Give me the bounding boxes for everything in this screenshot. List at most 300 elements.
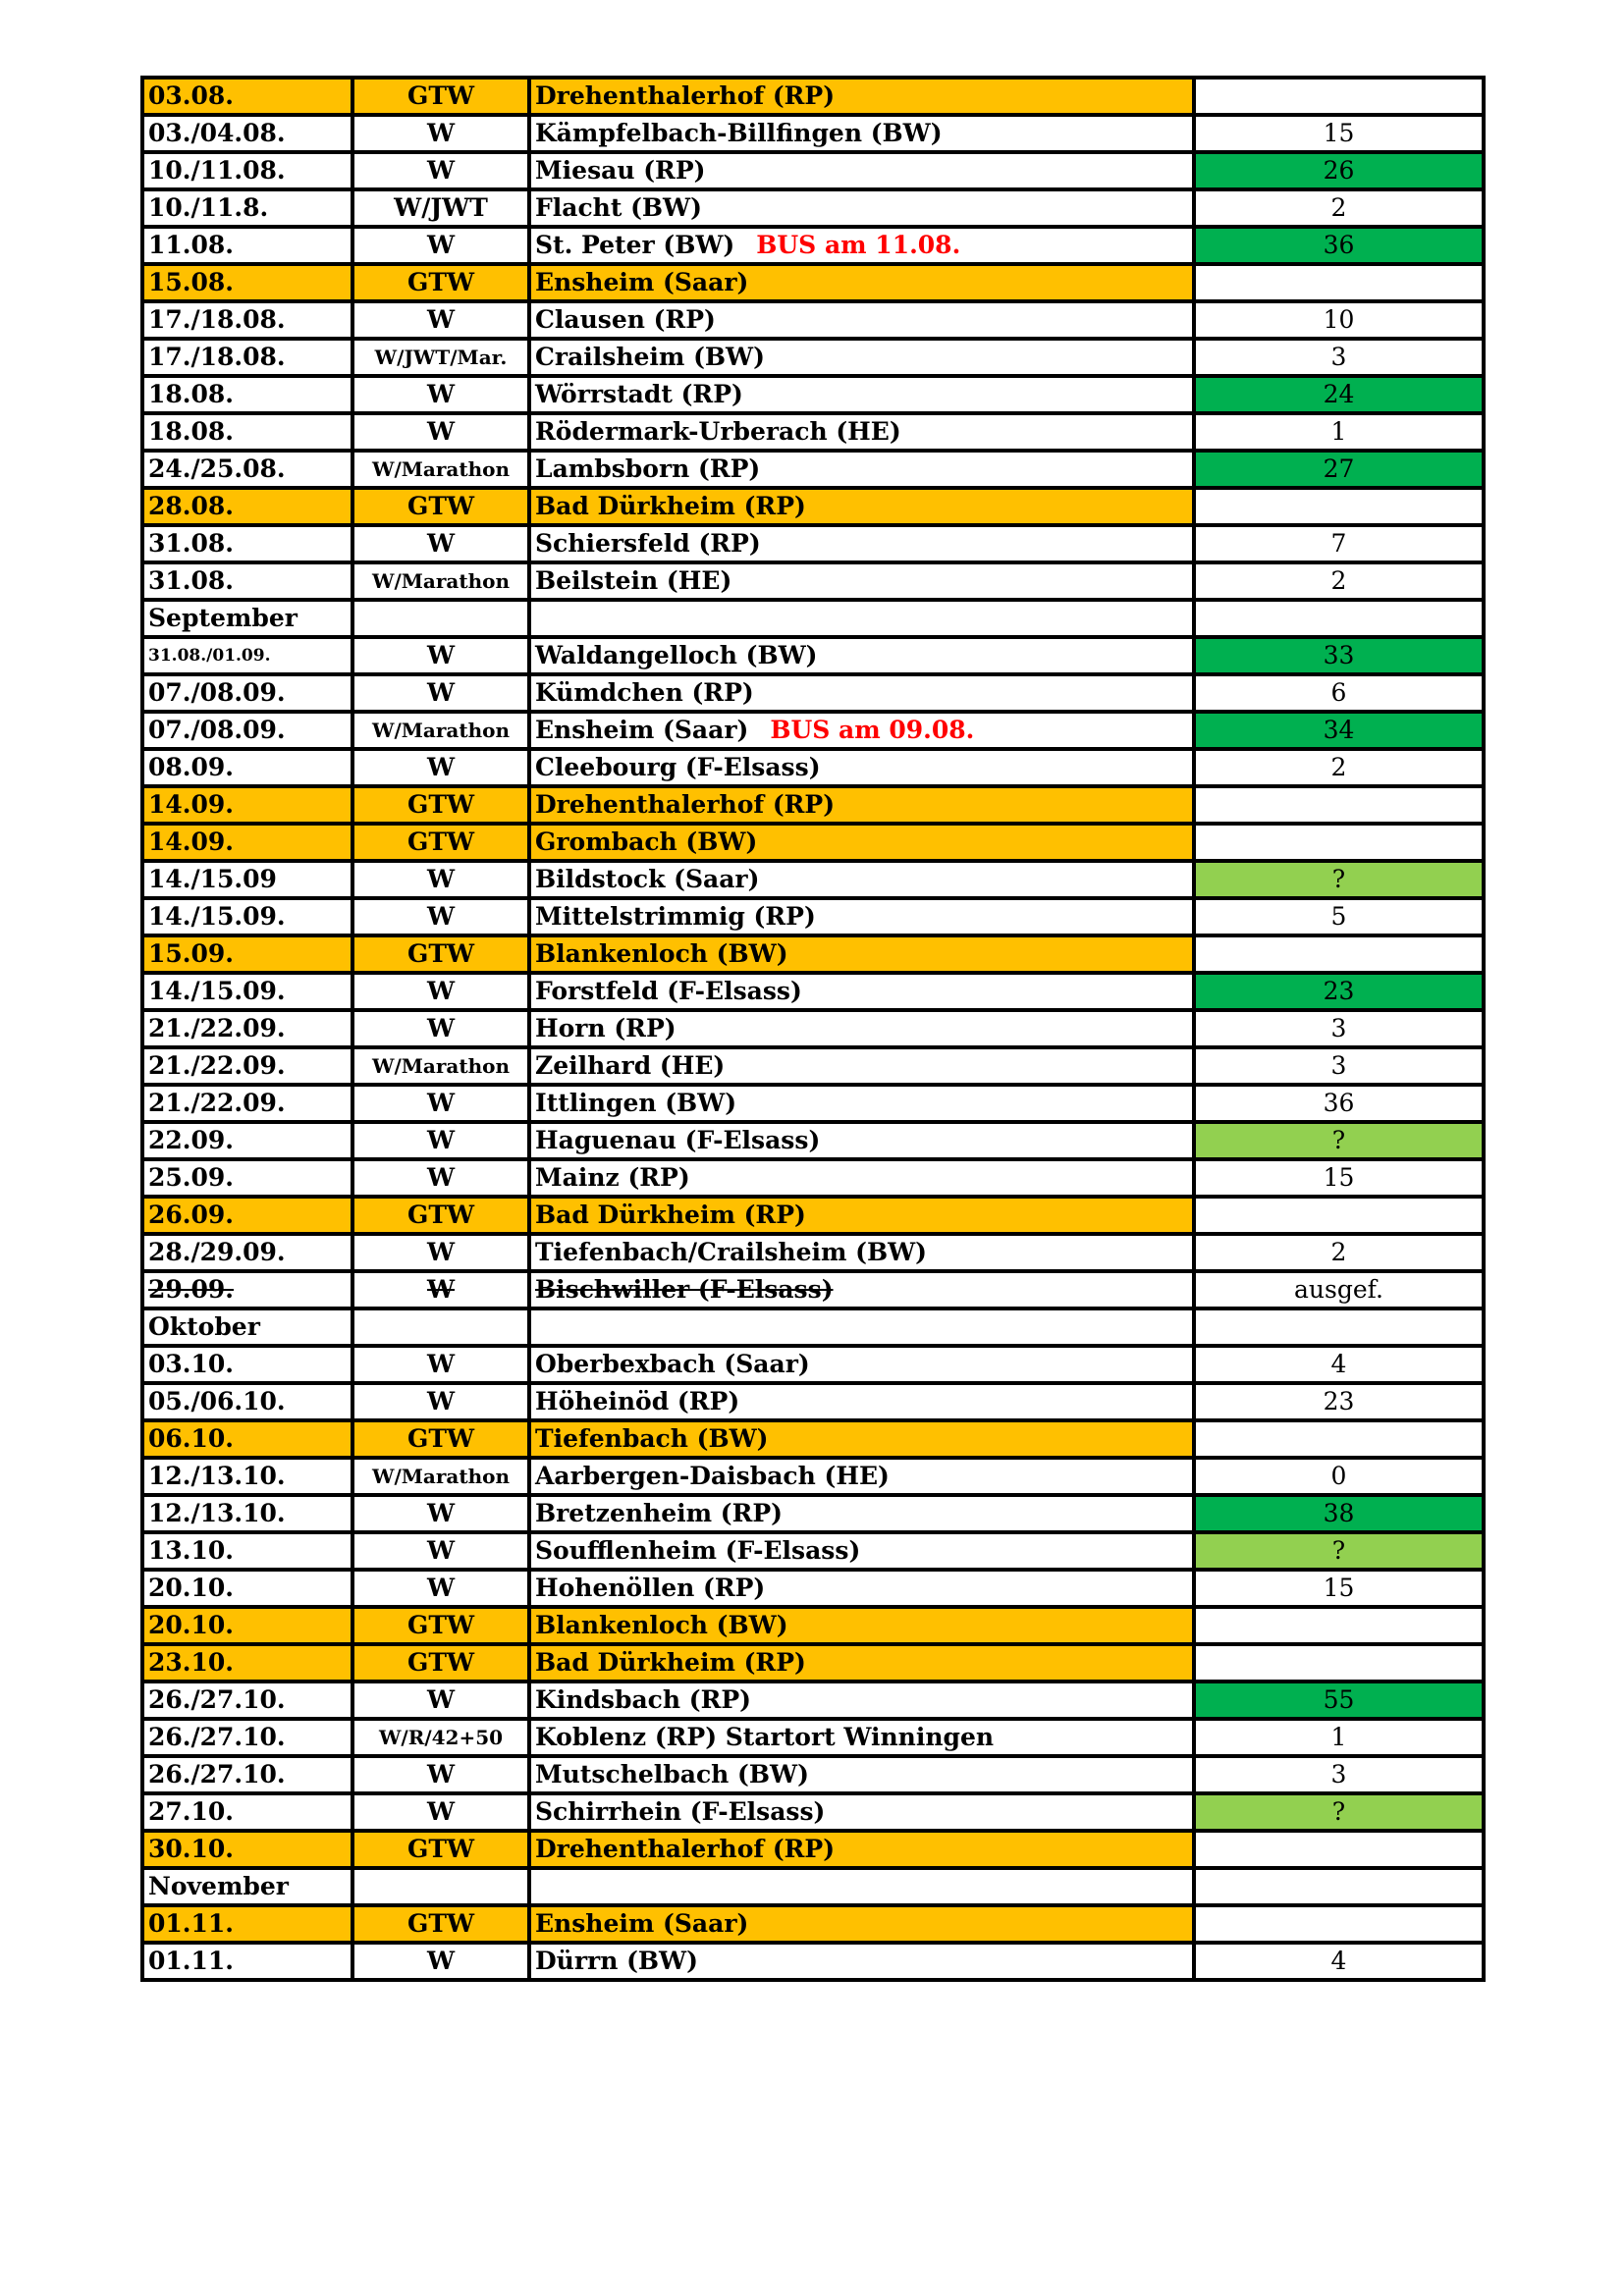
table-row	[142, 1234, 1484, 1271]
location-name: Ensheim (Saar)	[535, 716, 749, 744]
participant-count-cell: 5	[1194, 898, 1484, 935]
table-row-gtw	[142, 1420, 1484, 1458]
location-name: Koblenz (RP) Startort Winningen	[535, 1723, 995, 1751]
location-cell	[529, 1831, 1194, 1868]
participant-count-cell: 6	[1194, 674, 1484, 712]
participant-count-cell	[1194, 488, 1484, 525]
participant-count-cell	[1194, 935, 1484, 973]
date-cell: 26./27.10.	[142, 1719, 352, 1756]
participant-count-cell: 36	[1194, 227, 1484, 264]
participant-count-cell: 2	[1194, 1234, 1484, 1271]
location-name: Miesau (RP)	[535, 156, 706, 185]
location-cell	[529, 1010, 1194, 1047]
location-name: Oberbexbach (Saar)	[535, 1350, 810, 1378]
location-cell	[529, 1159, 1194, 1197]
location-cell	[529, 1122, 1194, 1159]
type-cell: W	[352, 749, 529, 786]
bus-note: BUS am 09.08.	[770, 716, 975, 744]
location-name: Hohenöllen (RP)	[535, 1574, 766, 1602]
type-cell: W/Marathon	[352, 1458, 529, 1495]
participant-count-cell: 4	[1194, 1943, 1484, 1980]
date-cell: 07./08.09.	[142, 674, 352, 712]
location-name: Blankenloch (BW)	[535, 1611, 788, 1639]
table-row	[142, 376, 1484, 413]
location-cell	[529, 1719, 1194, 1756]
type-cell: W/Marathon	[352, 451, 529, 488]
location-cell	[529, 1197, 1194, 1234]
type-cell: W	[352, 1532, 529, 1570]
participant-count-cell: 1	[1194, 1719, 1484, 1756]
participant-count-cell	[1194, 1831, 1484, 1868]
date-cell: 17./18.08.	[142, 339, 352, 376]
participant-count-cell: 0	[1194, 1458, 1484, 1495]
date-cell: 27.10.	[142, 1793, 352, 1831]
location-cell	[529, 1943, 1194, 1980]
date-cell: 06.10.	[142, 1420, 352, 1458]
location-cell	[529, 488, 1194, 525]
type-cell: W	[352, 1085, 529, 1122]
event-schedule-table	[140, 76, 1486, 1982]
location-name: Mittelstrimmig (RP)	[535, 902, 816, 931]
date-cell: 10./11.8.	[142, 189, 352, 227]
participant-count-cell	[1194, 600, 1484, 637]
location-cell	[529, 1383, 1194, 1420]
location-cell	[529, 227, 1194, 264]
location-cell	[529, 1495, 1194, 1532]
table-row	[142, 898, 1484, 935]
location-name: Soufflenheim (F-Elsass)	[535, 1536, 861, 1565]
type-cell: GTW	[352, 488, 529, 525]
type-cell: W/Marathon	[352, 712, 529, 749]
location-cell	[529, 301, 1194, 339]
date-cell: 23.10.	[142, 1644, 352, 1682]
type-cell: W	[352, 1943, 529, 1980]
type-cell: W	[352, 674, 529, 712]
date-cell: 07./08.09.	[142, 712, 352, 749]
location-cell	[529, 1570, 1194, 1607]
date-cell: 26.09.	[142, 1197, 352, 1234]
type-cell: W	[352, 152, 529, 189]
type-cell: GTW	[352, 935, 529, 973]
date-cell: 17./18.08.	[142, 301, 352, 339]
location-name: Bad Dürkheim (RP)	[535, 1648, 806, 1677]
table-row	[142, 749, 1484, 786]
table-row	[142, 1943, 1484, 1980]
location-name: Lambsborn (RP)	[535, 454, 761, 483]
participant-count-cell: ?	[1194, 861, 1484, 898]
date-cell: 31.08./01.09.	[142, 637, 352, 674]
date-cell: 14./15.09	[142, 861, 352, 898]
type-cell: W	[352, 525, 529, 562]
location-cell	[529, 1420, 1194, 1458]
table-row	[142, 674, 1484, 712]
table-row-gtw	[142, 1644, 1484, 1682]
type-cell: W/Marathon	[352, 562, 529, 600]
participant-count-cell: 26	[1194, 152, 1484, 189]
location-name: Horn (RP)	[535, 1014, 677, 1042]
type-cell: GTW	[352, 1905, 529, 1943]
date-cell: September	[142, 600, 352, 637]
type-cell: W	[352, 413, 529, 451]
participant-count-cell	[1194, 1607, 1484, 1644]
location-name: Drehenthalerhof (RP)	[535, 81, 836, 110]
type-cell: W	[352, 376, 529, 413]
participant-count-cell: 4	[1194, 1346, 1484, 1383]
table-row	[142, 1010, 1484, 1047]
type-cell	[352, 1308, 529, 1346]
location-cell	[529, 189, 1194, 227]
type-cell: W	[352, 1682, 529, 1719]
participant-count-cell	[1194, 1308, 1484, 1346]
participant-count-cell: 15	[1194, 1159, 1484, 1197]
date-cell: 22.09.	[142, 1122, 352, 1159]
table-row	[142, 1122, 1484, 1159]
table-row-gtw	[142, 1831, 1484, 1868]
table-row	[142, 525, 1484, 562]
location-name: Ensheim (Saar)	[535, 1909, 749, 1938]
table-row	[142, 562, 1484, 600]
table-row	[142, 1383, 1484, 1420]
participant-count-cell	[1194, 1905, 1484, 1943]
participant-count-cell	[1194, 786, 1484, 824]
location-name: Höheinöd (RP)	[535, 1387, 740, 1415]
type-cell: GTW	[352, 264, 529, 301]
table-row	[142, 1532, 1484, 1570]
table-row	[142, 637, 1484, 674]
date-cell: 01.11.	[142, 1943, 352, 1980]
table-row	[142, 973, 1484, 1010]
location-name: St. Peter (BW)	[535, 231, 735, 259]
type-cell: GTW	[352, 824, 529, 861]
table-row-gtw	[142, 786, 1484, 824]
participant-count-cell: 10	[1194, 301, 1484, 339]
participant-count-cell	[1194, 264, 1484, 301]
date-cell: 31.08.	[142, 525, 352, 562]
table-row	[142, 451, 1484, 488]
location-cell	[529, 1793, 1194, 1831]
location-cell	[529, 525, 1194, 562]
date-cell: 21./22.09.	[142, 1010, 352, 1047]
type-cell: W	[352, 1495, 529, 1532]
location-name: Beilstein (HE)	[535, 566, 732, 595]
location-name: Bischwiller (F-Elsass)	[535, 1275, 834, 1304]
location-name: Ensheim (Saar)	[535, 268, 749, 296]
table-row	[142, 1159, 1484, 1197]
table-row-gtw	[142, 935, 1484, 973]
table-row	[142, 152, 1484, 189]
date-cell: 28.08.	[142, 488, 352, 525]
participant-count-cell	[1194, 78, 1484, 115]
date-cell: 24./25.08.	[142, 451, 352, 488]
date-cell: 03.10.	[142, 1346, 352, 1383]
month-header-row	[142, 1868, 1484, 1905]
type-cell: GTW	[352, 1420, 529, 1458]
table-row	[142, 1495, 1484, 1532]
table-row	[142, 712, 1484, 749]
table-row-gtw	[142, 78, 1484, 115]
location-name: Wörrstadt (RP)	[535, 380, 743, 408]
location-cell	[529, 1682, 1194, 1719]
location-cell	[529, 1905, 1194, 1943]
table-row	[142, 301, 1484, 339]
location-cell	[529, 152, 1194, 189]
location-cell	[529, 1346, 1194, 1383]
table-row	[142, 1271, 1484, 1308]
participant-count-cell: ?	[1194, 1122, 1484, 1159]
participant-count-cell	[1194, 1644, 1484, 1682]
date-cell: 30.10.	[142, 1831, 352, 1868]
location-name: Rödermark-Urberach (HE)	[535, 417, 901, 446]
table-row-gtw	[142, 1197, 1484, 1234]
location-name: Blankenloch (BW)	[535, 939, 788, 968]
location-cell	[529, 1868, 1194, 1905]
participant-count-cell: 24	[1194, 376, 1484, 413]
participant-count-cell: 15	[1194, 115, 1484, 152]
type-cell	[352, 600, 529, 637]
location-name: Kümdchen (RP)	[535, 678, 754, 707]
location-name: Crailsheim (BW)	[535, 343, 765, 371]
date-cell: 14.09.	[142, 824, 352, 861]
table-row	[142, 413, 1484, 451]
type-cell: W	[352, 973, 529, 1010]
location-name: Kindsbach (RP)	[535, 1685, 751, 1714]
type-cell: GTW	[352, 78, 529, 115]
location-cell	[529, 1532, 1194, 1570]
location-cell	[529, 1234, 1194, 1271]
location-cell	[529, 935, 1194, 973]
location-name: Clausen (RP)	[535, 305, 716, 334]
date-cell: 25.09.	[142, 1159, 352, 1197]
location-cell	[529, 413, 1194, 451]
date-cell: 31.08.	[142, 562, 352, 600]
date-cell: 10./11.08.	[142, 152, 352, 189]
table-row	[142, 115, 1484, 152]
location-name: Haguenau (F-Elsass)	[535, 1126, 821, 1154]
type-cell: W	[352, 115, 529, 152]
type-cell: W	[352, 861, 529, 898]
event-schedule-body	[142, 78, 1484, 1980]
location-cell	[529, 1047, 1194, 1085]
location-name: Mutschelbach (BW)	[535, 1760, 809, 1789]
location-cell	[529, 562, 1194, 600]
participant-count-cell: 23	[1194, 973, 1484, 1010]
type-cell: W	[352, 1793, 529, 1831]
date-cell: 15.08.	[142, 264, 352, 301]
date-cell: 21./22.09.	[142, 1085, 352, 1122]
date-cell: Oktober	[142, 1308, 352, 1346]
location-cell	[529, 600, 1194, 637]
date-cell: 14./15.09.	[142, 898, 352, 935]
table-row	[142, 1570, 1484, 1607]
location-name: Cleebourg (F-Elsass)	[535, 753, 821, 781]
location-cell	[529, 674, 1194, 712]
participant-count-cell: ausgef.	[1194, 1271, 1484, 1308]
table-row	[142, 1793, 1484, 1831]
participant-count-cell: 3	[1194, 1047, 1484, 1085]
table-row	[142, 227, 1484, 264]
type-cell: W	[352, 227, 529, 264]
participant-count-cell: 27	[1194, 451, 1484, 488]
type-cell: W	[352, 1383, 529, 1420]
table-row	[142, 339, 1484, 376]
date-cell: 12./13.10.	[142, 1458, 352, 1495]
date-cell: 15.09.	[142, 935, 352, 973]
type-cell: W	[352, 1010, 529, 1047]
date-cell: 01.11.	[142, 1905, 352, 1943]
type-cell: GTW	[352, 1607, 529, 1644]
type-cell: W/Marathon	[352, 1047, 529, 1085]
participant-count-cell: 3	[1194, 1010, 1484, 1047]
date-cell: 12./13.10.	[142, 1495, 352, 1532]
location-name: Waldangelloch (BW)	[535, 641, 818, 669]
location-name: Bildstock (Saar)	[535, 865, 760, 893]
participant-count-cell	[1194, 1197, 1484, 1234]
table-row	[142, 1047, 1484, 1085]
participant-count-cell: 36	[1194, 1085, 1484, 1122]
location-name: Bad Dürkheim (RP)	[535, 492, 806, 520]
location-name: Ittlingen (BW)	[535, 1089, 737, 1117]
location-cell	[529, 712, 1194, 749]
location-cell	[529, 637, 1194, 674]
date-cell: November	[142, 1868, 352, 1905]
type-cell: W/JWT	[352, 189, 529, 227]
type-cell	[352, 1868, 529, 1905]
type-cell: GTW	[352, 786, 529, 824]
type-cell: W/R/42+50	[352, 1719, 529, 1756]
location-cell	[529, 1308, 1194, 1346]
date-cell: 18.08.	[142, 413, 352, 451]
location-name: Forstfeld (F-Elsass)	[535, 977, 802, 1005]
location-name: Tiefenbach (BW)	[535, 1424, 769, 1453]
type-cell: W	[352, 1271, 529, 1308]
location-cell	[529, 339, 1194, 376]
location-cell	[529, 376, 1194, 413]
date-cell: 14./15.09.	[142, 973, 352, 1010]
participant-count-cell: 38	[1194, 1495, 1484, 1532]
participant-count-cell	[1194, 1420, 1484, 1458]
participant-count-cell	[1194, 1868, 1484, 1905]
table-row	[142, 1458, 1484, 1495]
table-row	[142, 1719, 1484, 1756]
location-cell	[529, 1271, 1194, 1308]
participant-count-cell: 55	[1194, 1682, 1484, 1719]
date-cell: 08.09.	[142, 749, 352, 786]
location-name: Mainz (RP)	[535, 1163, 690, 1192]
type-cell: W	[352, 898, 529, 935]
location-name: Kämpfelbach-Billfingen (BW)	[535, 119, 943, 147]
type-cell: W	[352, 1234, 529, 1271]
location-cell	[529, 824, 1194, 861]
table-row	[142, 1682, 1484, 1719]
table-row-gtw	[142, 1905, 1484, 1943]
date-cell: 03.08.	[142, 78, 352, 115]
table-row	[142, 1756, 1484, 1793]
date-cell: 11.08.	[142, 227, 352, 264]
month-header-row	[142, 600, 1484, 637]
type-cell: GTW	[352, 1644, 529, 1682]
type-cell: W	[352, 1159, 529, 1197]
location-cell	[529, 1607, 1194, 1644]
table-row	[142, 1346, 1484, 1383]
type-cell: W	[352, 1570, 529, 1607]
location-name: Dürrn (BW)	[535, 1947, 698, 1975]
location-cell	[529, 898, 1194, 935]
type-cell: W/JWT/Mar.	[352, 339, 529, 376]
type-cell: W	[352, 1122, 529, 1159]
table-row-gtw	[142, 264, 1484, 301]
table-row-gtw	[142, 1607, 1484, 1644]
date-cell: 18.08.	[142, 376, 352, 413]
location-name: Aarbergen-Daisbach (HE)	[535, 1462, 890, 1490]
type-cell: W	[352, 1756, 529, 1793]
date-cell: 05./06.10.	[142, 1383, 352, 1420]
date-cell: 21./22.09.	[142, 1047, 352, 1085]
location-cell	[529, 1644, 1194, 1682]
date-cell: 20.10.	[142, 1607, 352, 1644]
type-cell: GTW	[352, 1831, 529, 1868]
date-cell: 14.09.	[142, 786, 352, 824]
location-name: Flacht (BW)	[535, 193, 702, 222]
participant-count-cell	[1194, 824, 1484, 861]
participant-count-cell: 33	[1194, 637, 1484, 674]
table-row-gtw	[142, 488, 1484, 525]
location-name: Drehenthalerhof (RP)	[535, 1835, 836, 1863]
location-cell	[529, 973, 1194, 1010]
participant-count-cell: 34	[1194, 712, 1484, 749]
date-cell: 20.10.	[142, 1570, 352, 1607]
location-cell	[529, 78, 1194, 115]
participant-count-cell: 2	[1194, 189, 1484, 227]
date-cell: 26./27.10.	[142, 1756, 352, 1793]
table-row	[142, 189, 1484, 227]
type-cell: W	[352, 301, 529, 339]
location-name: Bad Dürkheim (RP)	[535, 1201, 806, 1229]
participant-count-cell: 15	[1194, 1570, 1484, 1607]
location-cell	[529, 451, 1194, 488]
type-cell: W	[352, 637, 529, 674]
bus-note: BUS am 11.08.	[756, 231, 961, 259]
type-cell: GTW	[352, 1197, 529, 1234]
location-name: Grombach (BW)	[535, 828, 758, 856]
participant-count-cell: 2	[1194, 749, 1484, 786]
date-cell: 26./27.10.	[142, 1682, 352, 1719]
location-name: Schiersfeld (RP)	[535, 529, 761, 558]
location-cell	[529, 264, 1194, 301]
date-cell: 13.10.	[142, 1532, 352, 1570]
month-header-row	[142, 1308, 1484, 1346]
date-cell: 29.09.	[142, 1271, 352, 1308]
location-name: Zeilhard (HE)	[535, 1051, 726, 1080]
table-row	[142, 1085, 1484, 1122]
date-cell: 28./29.09.	[142, 1234, 352, 1271]
participant-count-cell: 1	[1194, 413, 1484, 451]
location-name: Bretzenheim (RP)	[535, 1499, 784, 1527]
table-row	[142, 861, 1484, 898]
participant-count-cell: 7	[1194, 525, 1484, 562]
participant-count-cell: 23	[1194, 1383, 1484, 1420]
location-name: Schirrhein (F-Elsass)	[535, 1797, 826, 1826]
location-cell	[529, 115, 1194, 152]
location-cell	[529, 1756, 1194, 1793]
location-cell	[529, 1458, 1194, 1495]
table-row-gtw	[142, 824, 1484, 861]
date-cell: 03./04.08.	[142, 115, 352, 152]
participant-count-cell: ?	[1194, 1793, 1484, 1831]
location-cell	[529, 786, 1194, 824]
location-name: Tiefenbach/Crailsheim (BW)	[535, 1238, 927, 1266]
participant-count-cell: ?	[1194, 1532, 1484, 1570]
participant-count-cell: 3	[1194, 339, 1484, 376]
